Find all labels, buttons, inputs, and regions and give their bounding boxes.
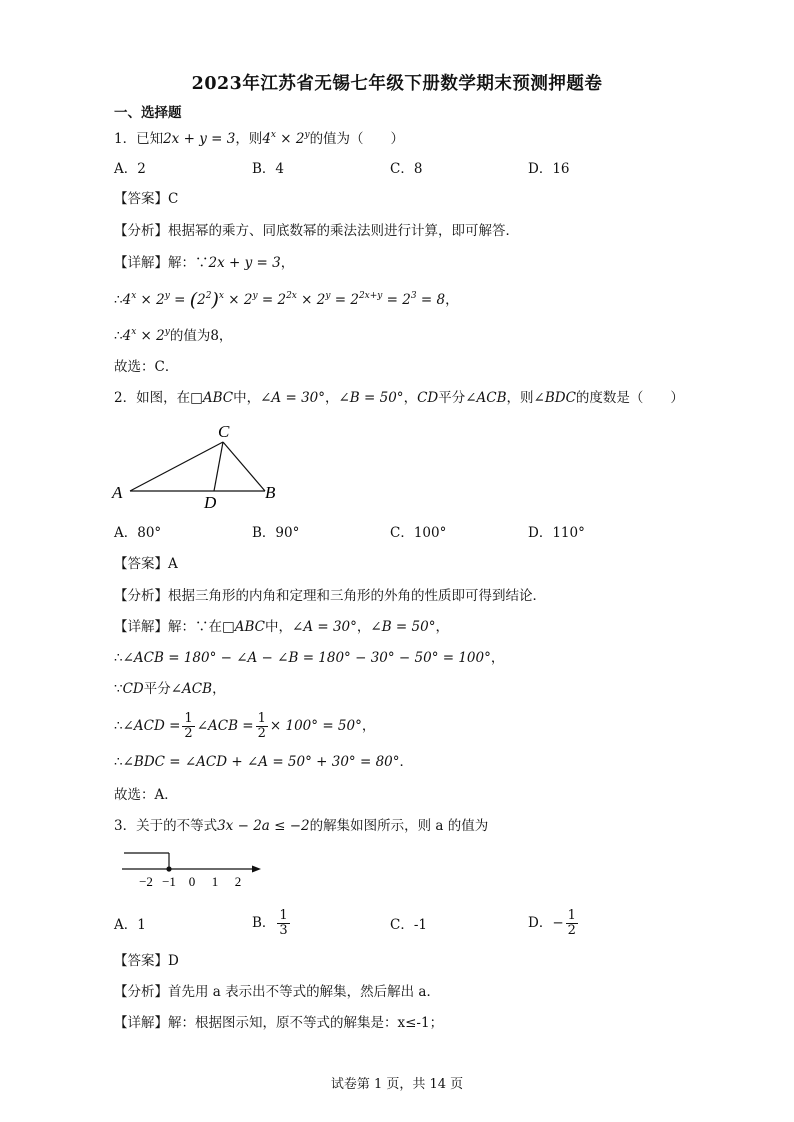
q1-condition: 2x + y = 3 — [163, 131, 236, 147]
q1-option-b[interactable]: B．4 — [252, 161, 285, 177]
side-ac — [130, 442, 223, 491]
q1-option-d[interactable]: D．16 — [528, 161, 570, 177]
frac-num: 1 — [184, 711, 193, 726]
label-d: D — [204, 493, 217, 512]
number-line-figure — [118, 848, 268, 890]
q2-step-4-b: ∠ACB = — [196, 718, 254, 734]
q2-bisect: 平分 — [438, 390, 466, 406]
q1-detail-text: 解：∵ — [168, 255, 209, 271]
q2-angle-b: ∠B = 50° — [370, 619, 436, 635]
frac-den: 2 — [184, 726, 193, 741]
q3-answer-value: D — [168, 953, 179, 969]
q1-detail — [114, 254, 294, 272]
q2-answer-value: A — [168, 556, 178, 572]
comma: ， — [325, 390, 339, 406]
tick-label: 2 — [234, 874, 242, 889]
q3-stem-text: 3．关于的不等式 — [114, 818, 218, 834]
q3-inequality: 3x − 2a ≤ −2 — [217, 818, 310, 834]
fraction-half — [182, 712, 194, 741]
q2-stem-text: 2．如图，在 — [114, 390, 191, 406]
q1-step-2-tail: ， — [445, 292, 459, 308]
q3-option-b[interactable] — [252, 908, 292, 938]
q2-step-5-formula: ∠BDC = ∠ACD + ∠A = 50° + 30° = 80° — [122, 754, 400, 770]
q1-stem-text: 1．已知 — [114, 131, 164, 147]
analysis-tag: 【分析】 — [114, 223, 168, 239]
therefore-symbol: ∴ — [114, 718, 123, 734]
q3-analysis — [114, 983, 440, 1001]
tick-label: −2 — [139, 874, 153, 889]
q3-answer — [114, 952, 179, 970]
q2-step-4-a: ∠ACD = — [122, 718, 181, 734]
q3-analysis-text: 首先用 a 表示出不等式的解集，然后解出 a． — [168, 984, 440, 1000]
q1-analysis — [114, 222, 519, 240]
q1-option-a[interactable]: A．2 — [114, 161, 146, 177]
comma: ， — [356, 619, 371, 635]
answer-tag: 【答案】 — [114, 953, 168, 969]
q2-stem-text-4: 的度数是（ ） — [575, 390, 684, 406]
option-letter: D． — [528, 915, 553, 931]
page-title: 2023年江苏省无锡七年级下册数学期末预测押题卷 — [191, 74, 603, 94]
frac-num: 1 — [279, 908, 288, 923]
q3-detail-text: 解：根据图示知，原不等式的解集是：x≤-1； — [168, 1015, 444, 1031]
answer-tag: 【答案】 — [114, 556, 168, 572]
q2-triangle: □ABC — [190, 390, 234, 406]
q2-angle-a: ∠A = 30° — [260, 390, 325, 406]
q1-answer — [114, 190, 178, 208]
q2-detail-text: 解：∵在 — [168, 619, 222, 635]
q2-step-5 — [114, 753, 413, 771]
page-footer: 试卷第 1 页，共 14 页 — [330, 1077, 464, 1092]
side-bc — [223, 442, 265, 491]
q1-step-2 — [114, 291, 459, 309]
analysis-tag: 【分析】 — [114, 984, 168, 1000]
q2-step-4-c: × 100° = 50° — [269, 718, 362, 734]
q1-step-3-tail: 的值为8， — [169, 328, 233, 344]
label-b: B — [265, 483, 276, 502]
q1-detail-eq: 2x + y = 3 — [208, 255, 281, 271]
section-heading: 一、选择题 — [114, 105, 182, 121]
q1-stem — [114, 130, 404, 148]
q2-option-d[interactable]: D．110° — [528, 525, 585, 541]
q2-stem-text-3: ，则 — [506, 390, 534, 406]
q3-option-d[interactable] — [528, 908, 580, 938]
closed-point — [166, 866, 171, 871]
q3-detail — [114, 1014, 443, 1032]
fraction-half — [256, 712, 268, 741]
comma: ， — [490, 650, 505, 666]
q2-segment-cd: CD — [417, 390, 439, 406]
tick-label: 1 — [211, 874, 219, 889]
detail-tag: 【详解】 — [114, 619, 168, 635]
q1-choose: 故选：C． — [114, 359, 179, 375]
q3-stem — [114, 817, 488, 835]
q2-step-3 — [114, 680, 226, 698]
q2-stem — [114, 389, 684, 407]
comma: ， — [212, 681, 226, 697]
q2-bisect: 平分 — [143, 681, 171, 697]
answer-tag: 【答案】 — [114, 191, 168, 207]
q1-step-2-formula: $4^x \times 2^y = (2^2)^x \times 2^y = 2^{2x} \times 2^y = 2^{2x+y} = 2^3 = 8$ — [122, 289, 446, 311]
therefore-symbol: ∴ — [114, 650, 123, 666]
q2-choose: 故选：A． — [114, 787, 178, 803]
q2-stem-text-2: 中， — [233, 390, 261, 406]
q2-detail-text-2: 中， — [265, 619, 293, 635]
q2-analysis-text: 根据三角形的内角和定理和三角形的外角的性质即可得到结论． — [168, 588, 546, 604]
period: ． — [399, 754, 414, 770]
q2-step-2-formula: ∠ACB = 180° − ∠A − ∠B = 180° − 30° − 50° = 100° — [122, 650, 491, 666]
q2-triangle: □ABC — [222, 619, 266, 635]
therefore-symbol: ∴ — [114, 328, 123, 344]
label-c: C — [218, 422, 230, 441]
q1-option-c[interactable]: C．8 — [390, 161, 423, 177]
frac-den: 3 — [279, 923, 288, 938]
q1-expression: $4^x \times 2^y$ — [262, 130, 310, 147]
triangle-figure — [110, 418, 300, 514]
q1-step-3-formula: $4^x \times 2^y$ — [122, 327, 170, 344]
detail-tag: 【详解】 — [114, 255, 168, 271]
q2-angle-acb: ∠ACB — [465, 390, 507, 406]
minus-sign: − — [552, 915, 564, 931]
option-letter: B． — [252, 915, 276, 931]
fraction-half — [566, 909, 578, 938]
q2-segment-cd: CD — [122, 681, 144, 697]
arrow-head-icon — [252, 866, 261, 873]
q2-analysis — [114, 587, 546, 605]
q2-step-4 — [114, 711, 375, 741]
q2-angle-acb: ∠ACB — [170, 681, 213, 697]
q2-option-c[interactable]: C．100° — [390, 525, 447, 541]
q2-option-b[interactable]: B．90° — [252, 525, 300, 541]
label-a: A — [112, 483, 123, 502]
segment-cd — [214, 442, 223, 491]
q2-angle-b: ∠B = 50° — [338, 390, 404, 406]
q1-detail-end: ， — [280, 255, 295, 271]
q2-answer — [114, 555, 178, 573]
q1-answer-value: C — [168, 191, 179, 207]
q3-stem-text-2: 的解集如图所示，则 a 的值为 — [309, 818, 489, 834]
comma: ， — [403, 390, 418, 406]
tick-label: −1 — [162, 874, 176, 889]
q3-option-c[interactable]: C．-1 — [390, 917, 427, 933]
q2-detail — [114, 618, 449, 636]
frac-den: 2 — [257, 726, 266, 741]
frac-den: 2 — [567, 923, 576, 938]
because-symbol: ∵ — [114, 681, 123, 697]
analysis-tag: 【分析】 — [114, 588, 168, 604]
q2-angle-a: ∠A = 30° — [292, 619, 357, 635]
comma: ， — [435, 619, 449, 635]
fraction-third — [277, 909, 289, 938]
detail-tag: 【详解】 — [114, 1015, 168, 1031]
therefore-symbol: ∴ — [114, 754, 123, 770]
frac-num: 1 — [257, 711, 266, 726]
q1-analysis-text: 根据幂的乘方、同底数幂的乘法法则进行计算，即可解答． — [168, 223, 519, 239]
q1-step-3 — [114, 327, 232, 345]
q2-option-a[interactable]: A．80° — [114, 525, 162, 541]
comma: ， — [361, 718, 376, 734]
q2-step-2 — [114, 649, 504, 667]
frac-num: 1 — [567, 908, 576, 923]
q1-stem-text-3: 的值为（ ） — [309, 131, 405, 147]
q2-angle-bdc: ∠BDC — [533, 390, 576, 406]
therefore-symbol: ∴ — [114, 292, 123, 308]
q3-option-a[interactable]: A．1 — [114, 917, 146, 933]
tick-label: 0 — [188, 874, 196, 889]
q1-stem-text-2: ，则 — [235, 131, 263, 147]
